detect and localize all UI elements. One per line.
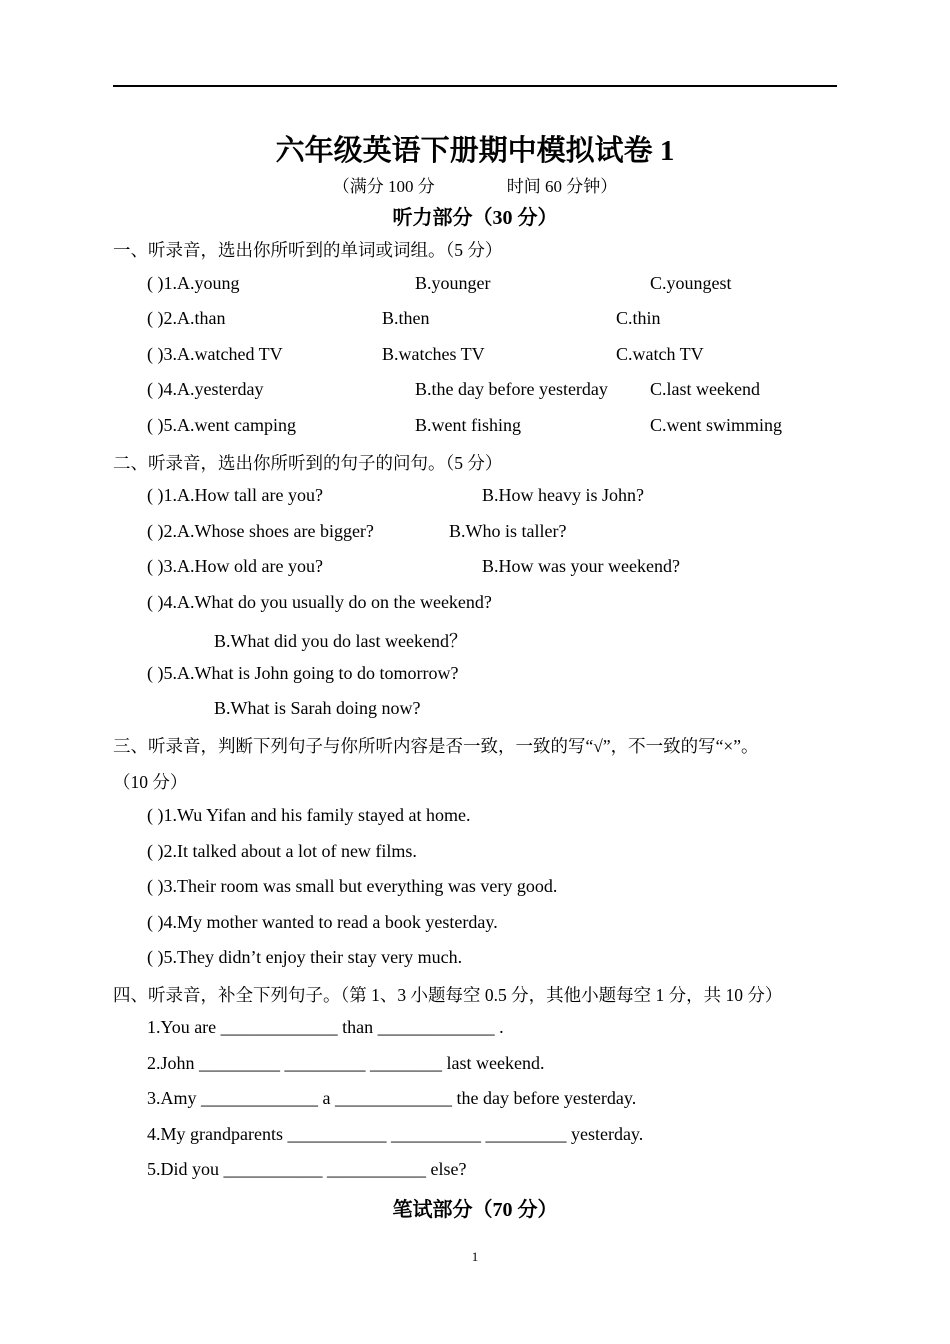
s2-item-1-a: ( )1.A.How tall are you?: [147, 485, 323, 505]
section-3-heading: 三、听录音，判断下列句子与你所听内容是否一致，一致的写“√”，不一致的写“×”。: [113, 736, 759, 756]
s1-item-2-a: ( )2.A.than: [147, 308, 226, 328]
s2-item-3-b: B.How was your weekend?: [482, 556, 680, 576]
s4-item-1: 1.You are _____________ than _____________ .: [147, 1017, 504, 1037]
exam-info: [0, 172, 950, 197]
s4-item-3: 3.Amy _____________ a _____________ the day before yesterday.: [147, 1088, 637, 1108]
s1-item-3-a: ( )3.A.watched TV: [147, 344, 283, 364]
s1-item-4-b: B.the day before yesterday: [415, 379, 608, 399]
page-title: 六年级英语下册期中模拟试卷 1: [275, 135, 675, 167]
s1-item-5-a: ( )5.A.went camping: [147, 415, 296, 435]
s4-item-5: 5.Did you ___________ ___________ else?: [147, 1159, 467, 1179]
full-score: （满分 100 分: [332, 177, 435, 196]
writing-heading: 笔试部分（70 分）: [392, 1199, 558, 1221]
s3-item-2: ( )2.It talked about a lot of new films.: [147, 841, 417, 861]
s3-item-1: ( )1.Wu Yifan and his family stayed at home.: [147, 805, 471, 825]
section-4-heading: 四、听录音，补全下列句子。（第 1、3 小题每空 0.5 分，其他小题每空 1 分，共 10 分）: [113, 985, 783, 1005]
s1-item-4-a: ( )4.A.yesterday: [147, 379, 264, 399]
s1-item-2-c: C.thin: [616, 308, 661, 328]
s2-item-1-b: B.How heavy is John?: [482, 485, 644, 505]
page-number: 1: [471, 1249, 479, 1264]
section-3-heading-cont: （10 分）: [113, 772, 188, 792]
s4-item-2: 2.John _________ _________ ________ last weekend.: [147, 1053, 545, 1073]
s2-item-5-b: B.What is Sarah doing now?: [214, 698, 421, 718]
s1-item-3-c: C.watch TV: [616, 344, 704, 364]
s2-item-3-a: ( )3.A.How old are you?: [147, 556, 323, 576]
listening-heading: 听力部分（30 分）: [392, 207, 558, 229]
s1-item-1-c: C.youngest: [650, 273, 732, 293]
section-1-heading: 一、听录音，选出你所听到的单词或词组。（5 分）: [113, 240, 503, 260]
header-rule: [113, 85, 837, 87]
s3-item-4: ( )4.My mother wanted to read a book yesterday.: [147, 912, 498, 932]
section-2-heading: 二、听录音，选出你所听到的句子的问句。（5 分）: [113, 453, 503, 473]
s2-item-5-a: ( )5.A.What is John going to do tomorrow?: [147, 663, 459, 683]
time-limit: 时间 60 分钟）: [506, 177, 618, 196]
s2-item-2-b: B.Who is taller?: [449, 521, 567, 541]
s1-item-4-c: C.last weekend: [650, 379, 760, 399]
s1-item-3-b: B.watches TV: [382, 344, 485, 364]
s1-item-1-b: B.younger: [415, 273, 491, 293]
s2-item-4-a: ( )4.A.What do you usually do on the weekend?: [147, 592, 492, 612]
s1-item-5-c: C.went swimming: [650, 415, 783, 435]
s1-item-5-b: B.went fishing: [415, 415, 521, 435]
s3-item-3: ( )3.Their room was small but everything was very good.: [147, 876, 558, 896]
s1-item-2-b: B.then: [382, 308, 430, 328]
s4-item-4: 4.My grandparents ___________ __________ _________ yesterday.: [147, 1124, 644, 1144]
s2-item-2-a: ( )2.A.Whose shoes are bigger?: [147, 521, 374, 541]
s3-item-5: ( )5.They didn’t enjoy their stay very much.: [147, 947, 463, 967]
s2-item-4-b: B.What did you do last weekend？: [214, 631, 467, 651]
s1-item-1-a: ( )1.A.young: [147, 273, 240, 293]
